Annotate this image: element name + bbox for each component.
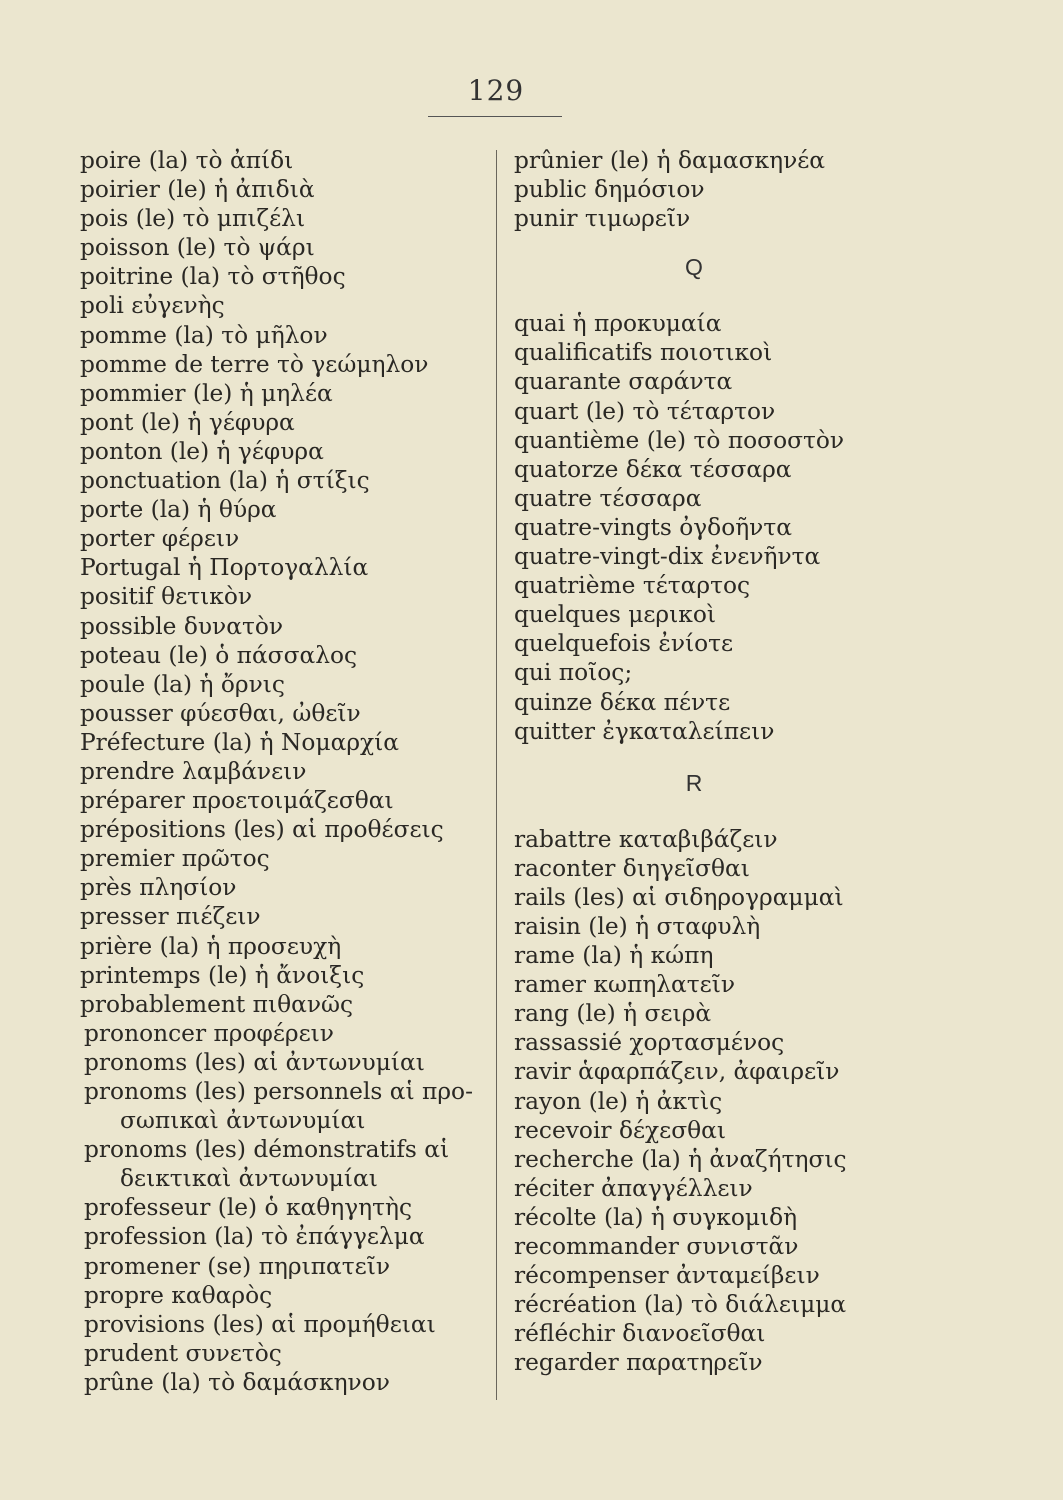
- dictionary-entry: provisions (les) αἱ προμήθειαι: [84, 1310, 436, 1338]
- dictionary-entry: récompenser ἀνταμείβειν: [514, 1262, 820, 1290]
- dictionary-entry: quantième (le) τὸ ποσοστὸν: [514, 426, 845, 454]
- dictionary-entry: regarder παρατηρεῖν: [514, 1349, 763, 1377]
- dictionary-entry: printemps (le) ἡ ἄνοιξις: [80, 961, 365, 989]
- dictionary-entry: ravir ἁφαρπάζειν, ἀφαιρεῖν: [514, 1058, 840, 1086]
- dictionary-entry: poitrine (la) τὸ στῆθος: [80, 263, 346, 291]
- left-column: [80, 146, 485, 1397]
- dictionary-entry: pomme de terre τὸ γεώμηλον: [80, 350, 429, 378]
- dictionary-entry: professeur (le) ὁ καθηγητὴς: [84, 1194, 413, 1222]
- dictionary-entry: prûnier (le) ἡ δαμασκηνέα: [514, 147, 826, 174]
- dictionary-entry: poule (la) ἡ ὄρνις: [80, 670, 285, 698]
- section-heading-q: Q: [685, 254, 703, 281]
- dictionary-entry-continuation: σωπικαὶ ἀντωνυμίαι: [120, 1107, 366, 1135]
- section-heading-r: R: [685, 769, 703, 796]
- dictionary-entry: rayon (le) ἡ ἀκτὶς: [514, 1087, 723, 1115]
- dictionary-entry: prière (la) ἡ προσευχὴ: [80, 932, 342, 960]
- dictionary-entry: ramer κωπηλατεῖν: [514, 971, 736, 999]
- dictionary-entry: rails (les) αἱ σιδηρογραμμαὶ: [514, 883, 844, 911]
- dictionary-entry: positif θετικὸν: [80, 583, 253, 611]
- dictionary-entry: quatorze δέκα τέσσαρα: [514, 455, 792, 483]
- dictionary-entry: qui ποῖος;: [514, 659, 633, 687]
- dictionary-entry: prononcer προφέρειν: [84, 1019, 334, 1047]
- dictionary-entry: pont (le) ἡ γέφυρα: [80, 408, 295, 436]
- dictionary-entry: poirier (le) ἡ ἀπιδιὰ: [80, 176, 315, 204]
- dictionary-entry: réciter ἀπαγγέλλειν: [514, 1174, 753, 1202]
- dictionary-entry: poli εὐγενὴς: [80, 292, 225, 320]
- dictionary-entry: prendre λαμβάνειν: [80, 757, 307, 785]
- dictionary-entry: rang (le) ἡ σειρὰ: [514, 1000, 712, 1028]
- dictionary-entry: public δημόσιον: [514, 176, 705, 204]
- dictionary-entry: pousser φύεσθαι, ὠθεῖν: [80, 699, 361, 727]
- dictionary-entry: qualificatifs ποιοτικοὶ: [514, 339, 773, 367]
- dictionary-entry: raconter διηγεῖσθαι: [514, 854, 750, 882]
- dictionary-entry: profession (la) τὸ ἐπάγγελμα: [84, 1223, 425, 1251]
- dictionary-entry: possible δυνατὸν: [80, 612, 284, 640]
- dictionary-entry: quai ἡ προκυμαία: [514, 310, 722, 338]
- dictionary-entry: prépositions (les) αἱ προθέσεις: [80, 816, 444, 844]
- dictionary-entry: poire (la) τὸ ἀπίδι: [80, 147, 294, 174]
- dictionary-entry: prudent συνετὸς: [84, 1339, 282, 1367]
- dictionary-entry-continuation: δεικτικαὶ ἀντωνυμίαι: [120, 1165, 378, 1193]
- dictionary-entry: Portugal ἡ Πορτογαλλία: [80, 554, 369, 582]
- dictionary-entry: préparer προετοιμάζεσθαι: [80, 787, 394, 815]
- dictionary-entry: raisin (le) ἡ σταφυλὴ: [514, 912, 761, 940]
- column-divider: [496, 150, 497, 1400]
- dictionary-entry: prûne (la) τὸ δαμάσκηνον: [84, 1368, 390, 1396]
- dictionary-entry: quelquefois ἐνίοτε: [514, 630, 734, 658]
- dictionary-entry: pronoms (les) personnels αἱ προ-: [84, 1078, 473, 1105]
- dictionary-entry: presser πιέζειν: [80, 903, 261, 931]
- dictionary-entry: quinze δέκα πέντε: [514, 688, 731, 716]
- right-column: [514, 146, 874, 1377]
- dictionary-entry: quart (le) τὸ τέταρτον: [514, 397, 776, 425]
- dictionary-entry: quatre-vingt-dix ἐνενῆντα: [514, 543, 821, 571]
- dictionary-entry: pronoms (les) αἱ ἀντωνυμίαι: [84, 1048, 425, 1076]
- dictionary-entry: près πλησίον: [80, 874, 237, 902]
- dictionary-entry: poteau (le) ὁ πάσσαλος: [80, 641, 358, 669]
- dictionary-entry: recommander συνιστᾶν: [514, 1233, 799, 1260]
- dictionary-entry: récréation (la) τὸ διάλειμμα: [514, 1291, 847, 1319]
- dictionary-entry: pronoms (les) démonstratifs αἱ: [84, 1136, 450, 1164]
- dictionary-entry: punir τιμωρεῖν: [514, 205, 691, 233]
- dictionary-entry: rassassié χορτασμένος: [514, 1029, 785, 1057]
- dictionary-entry: recherche (la) ἡ ἀναζήτησις: [514, 1145, 847, 1173]
- dictionary-entry: quatre-vingts ὀγδοῆντα: [514, 513, 792, 541]
- dictionary-entry: porte (la) ἡ θύρα: [80, 496, 277, 524]
- dictionary-entry: quarante σαράντα: [514, 368, 733, 396]
- dictionary-entry: poisson (le) τὸ ψάρι: [80, 234, 315, 262]
- dictionary-entry: premier πρῶτος: [80, 845, 270, 873]
- dictionary-entry: rabattre καταβιβάζειν: [514, 825, 778, 853]
- dictionary-entry: probablement πιθανῶς: [80, 990, 354, 1018]
- dictionary-entry: ponton (le) ἡ γέφυρα: [80, 437, 324, 465]
- page-number-rule: [428, 116, 562, 117]
- dictionary-entry: réfléchir διανοεῖσθαι: [514, 1320, 766, 1348]
- dictionary-entry: pommier (le) ἡ μηλέα: [80, 379, 333, 407]
- dictionary-entry: quatre τέσσαρα: [514, 484, 702, 512]
- page-number: 129: [467, 74, 525, 107]
- dictionary-entry: pomme (la) τὸ μῆλον: [80, 321, 328, 349]
- dictionary-entry: Préfecture (la) ἡ Νομαρχία: [80, 728, 400, 756]
- dictionary-entry: propre καθαρὸς: [84, 1281, 273, 1309]
- dictionary-entry: porter φέρειν: [80, 525, 240, 553]
- dictionary-entry: rame (la) ἡ κώπη: [514, 942, 714, 970]
- dictionary-entry: quelques μερικοὶ: [514, 601, 716, 629]
- dictionary-entry: promener (se) πηριπατεῖν: [84, 1252, 391, 1280]
- dictionary-entry: recevoir δέχεσθαι: [514, 1116, 727, 1144]
- dictionary-entry: quitter ἐγκαταλείπειν: [514, 717, 775, 745]
- dictionary-entry: quatrième τέταρτος: [514, 572, 751, 600]
- dictionary-entry: ponctuation (la) ἡ στίξις: [80, 467, 370, 495]
- dictionary-entry: récolte (la) ἡ συγκομιδὴ: [514, 1203, 798, 1231]
- dictionary-entry: pois (le) τὸ μπιζέλι: [80, 205, 306, 233]
